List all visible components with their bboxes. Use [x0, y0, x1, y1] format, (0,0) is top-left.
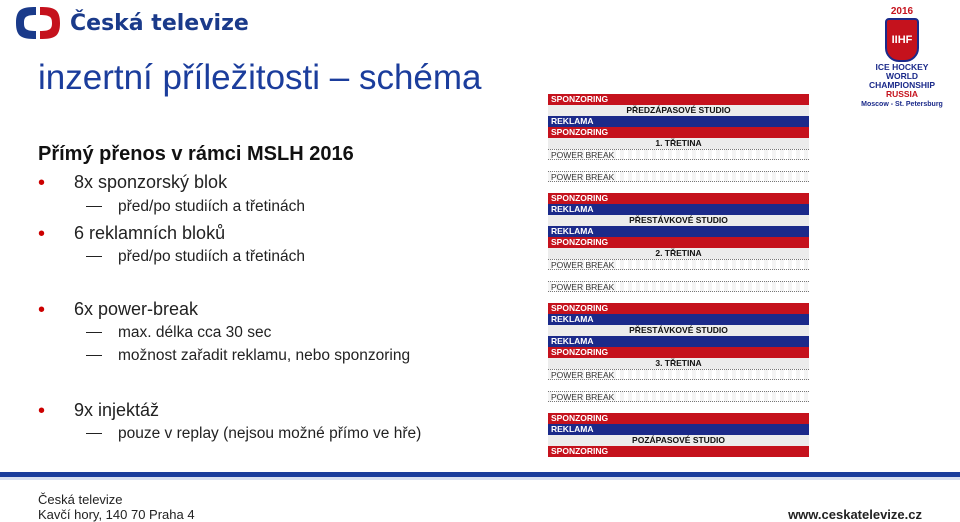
subtitle: Přímý přenos v rámci MSLH 2016: [38, 143, 354, 165]
footer-bar-light: [0, 477, 960, 480]
dash-icon: [86, 206, 102, 207]
sub-item: před/po studiích a třetinách: [86, 248, 305, 266]
sub-item: před/po studiích a třetinách: [86, 198, 305, 216]
brand-name: Česká televize: [70, 10, 249, 36]
schema-reklama: REKLAMA: [548, 226, 809, 237]
schema-studio: PŘESTÁVKOVÉ STUDIO: [548, 215, 809, 226]
schema-period: 1. TŘETINA: [548, 138, 809, 149]
ct-logo: [12, 4, 249, 42]
schema-sponzoring: SPONZORING: [548, 127, 809, 138]
bullet-dot-icon: •: [38, 400, 46, 422]
bullet-dot-icon: •: [38, 223, 46, 245]
schema-period: 2. TŘETINA: [548, 248, 809, 259]
dash-icon: [86, 433, 102, 434]
iihf-logo: 2016 IIHF ICE HOCKEY WORLD CHAMPIONSHIP RUSSIA Moscow - St. Petersburg: [861, 6, 943, 108]
schema-reklama: REKLAMA: [548, 116, 809, 127]
schema-sponzoring: SPONZORING: [548, 94, 809, 105]
footer-company: Česká televize: [38, 492, 123, 507]
schema-reklama: REKLAMA: [548, 204, 809, 215]
sub-item: pouze v replay (nejsou možné přímo ve hře): [86, 425, 421, 443]
iihf-year: 2016: [890, 6, 914, 17]
dash-icon: [86, 256, 102, 257]
schema-power-break: POWER BREAK: [548, 259, 809, 270]
schema-studio: PŘESTÁVKOVÉ STUDIO: [548, 325, 809, 336]
schema-reklama: REKLAMA: [548, 424, 809, 435]
schema-power-break: POWER BREAK: [548, 369, 809, 380]
schema-power-break: POWER BREAK: [548, 391, 809, 402]
dash-icon: [86, 355, 102, 356]
schema-reklama: REKLAMA: [548, 314, 809, 325]
schema-sponzoring: SPONZORING: [548, 237, 809, 248]
schema-studio: PŘEDZÁPASOVÉ STUDIO: [548, 105, 809, 116]
footer-url[interactable]: www.ceskatelevize.cz: [788, 507, 922, 522]
sub-item: max. délka cca 30 sec: [86, 324, 271, 342]
bullet-dot-icon: •: [38, 299, 46, 321]
broadcast-schema: [548, 94, 809, 457]
schema-period: 3. TŘETINA: [548, 358, 809, 369]
page-title: inzertní příležitosti – schéma: [38, 58, 482, 97]
schema-power-break: POWER BREAK: [548, 281, 809, 292]
footer-address: Kavčí hory, 140 70 Praha 4: [38, 507, 195, 522]
dash-icon: [86, 332, 102, 333]
sub-item: možnost zařadit reklamu, nebo sponzoring: [86, 347, 410, 365]
schema-sponzoring: SPONZORING: [548, 303, 809, 314]
bullet-dot-icon: •: [38, 172, 46, 194]
schema-sponzoring: SPONZORING: [548, 347, 809, 358]
schema-reklama: REKLAMA: [548, 336, 809, 347]
iihf-emblem: IIHF: [885, 18, 919, 62]
schema-power-break: POWER BREAK: [548, 171, 809, 182]
schema-sponzoring: SPONZORING: [548, 446, 809, 457]
schema-sponzoring: SPONZORING: [548, 413, 809, 424]
schema-power-break: POWER BREAK: [548, 149, 809, 160]
ct-logo-icon: [12, 5, 64, 41]
schema-studio: POZÁPASOVÉ STUDIO: [548, 435, 809, 446]
schema-sponzoring: SPONZORING: [548, 193, 809, 204]
